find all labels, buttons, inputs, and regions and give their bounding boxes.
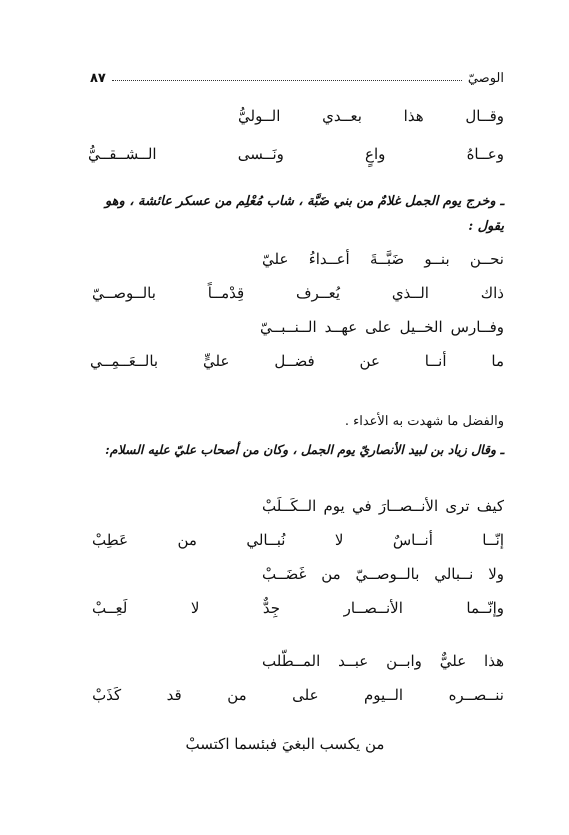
verse-word: بالــعَــمِــي xyxy=(90,352,159,370)
verse-line xyxy=(92,283,504,303)
verse-word: وفــارس xyxy=(450,318,504,336)
verse-word: أنــاسٌ xyxy=(392,531,433,549)
verse-line xyxy=(238,106,504,126)
verse-word: الــيوم xyxy=(364,686,404,704)
verse-word: قِدْمــاً xyxy=(207,284,245,302)
verse-word: أعــداءُ xyxy=(308,250,350,268)
verse-word: نحــن xyxy=(469,250,504,268)
verse-line xyxy=(262,249,504,269)
verse-word: ونَــسى xyxy=(237,145,284,163)
verse-word: وقــال xyxy=(465,107,504,125)
header-title: الوصيّ xyxy=(467,71,504,86)
verse-word: عَطِبْ xyxy=(92,531,129,549)
verse-word: هذا xyxy=(403,107,424,125)
verse-word: أنــا xyxy=(424,352,447,370)
verse-word: كَذَبْ xyxy=(92,686,122,704)
verse-word: على xyxy=(292,686,319,704)
verse-word: ذاك xyxy=(480,284,504,302)
narrative-line: ـ وقال زياد بن لبيد الأنصاريّ يوم الجمل ، وكان من أصحاب عليّ عليه السلام: xyxy=(105,442,504,457)
verse-line xyxy=(92,598,504,618)
verse-word: الأنــصــار xyxy=(343,599,403,617)
verse-line xyxy=(262,496,504,516)
verse-word: الــشــقــيُّ xyxy=(88,145,157,163)
running-header xyxy=(90,66,504,86)
page-number: ٨٧ xyxy=(90,71,106,86)
verse-word: من xyxy=(227,686,247,704)
header-leader-dots xyxy=(112,79,462,81)
verse-word: على xyxy=(365,318,392,336)
verse-line xyxy=(262,564,504,584)
verse-word: بالــوصــيّ xyxy=(355,565,420,583)
verse-word: كيف xyxy=(476,497,504,515)
verse-word: الــكَــلَبْ xyxy=(262,497,317,515)
verse-word: الخــيل xyxy=(399,318,443,336)
verse-word: عليٌّ xyxy=(439,652,467,670)
verse-word: لا xyxy=(190,599,200,617)
verse-word: عليٍّ xyxy=(203,352,230,370)
verse-word: بالــوصــيّ xyxy=(92,284,156,302)
verse-line xyxy=(92,685,504,705)
verse-word: غَضَــبْ xyxy=(262,565,307,583)
verse-word: نُبــالي xyxy=(246,531,286,549)
verse-word: لَعِــبْ xyxy=(92,599,128,617)
verse-word: واعٍ xyxy=(365,145,386,163)
verse-word: عن xyxy=(359,352,380,370)
verse-word: وإنّــما xyxy=(466,599,504,617)
verse-word: المــطّلب xyxy=(262,652,321,670)
verse-word: يُعــرف xyxy=(295,284,340,302)
verse-word: فضــل xyxy=(274,352,315,370)
verse-word: بنــو xyxy=(424,250,450,268)
statement-line: والفضل ما شهدت به الأعداء . xyxy=(344,414,504,429)
verse-word: ضَبَّــةَ xyxy=(370,250,405,268)
verse-word: في xyxy=(351,497,372,515)
verse-word: عبــد xyxy=(338,652,369,670)
verse-word: من xyxy=(321,565,341,583)
verse-line xyxy=(88,144,504,164)
verse-word: الــوليُّ xyxy=(238,107,281,125)
verse-word: وعــاهُ xyxy=(466,145,504,163)
verse-word: جِدٌّ xyxy=(262,599,281,617)
verse-word: ولا xyxy=(488,565,504,583)
verse-line xyxy=(262,651,504,671)
verse-line xyxy=(90,351,504,371)
verse-word: هذا xyxy=(484,652,504,670)
verse-word: يوم xyxy=(323,497,345,515)
narrative-line: يقول : xyxy=(468,219,504,234)
verse-word: الــنــبــيّ xyxy=(260,318,317,336)
narrative-line: ـ وخرج يوم الجمل غلامٌ من بني ضَبَّة ، شاب مُعْلِم من عسكر عائشة ، وهو xyxy=(104,194,504,209)
verse-word: ما xyxy=(491,352,504,370)
verse-word: نــبالي xyxy=(434,565,474,583)
verse-word: بعــدي xyxy=(322,107,362,125)
verse-word: من xyxy=(177,531,197,549)
verse-word: إنّــا xyxy=(482,531,504,549)
verse-line xyxy=(260,317,504,337)
verse-word: وابــن xyxy=(386,652,422,670)
verse-line xyxy=(92,530,504,550)
verse-word: الــذي xyxy=(391,284,429,302)
verse-word: ترى xyxy=(445,497,470,515)
verse-word: الأنــصــارَ xyxy=(378,497,439,515)
verse-word: عليّ xyxy=(262,250,289,268)
closing-line: من يكسب البغيَ فبئسما اكتسبْ xyxy=(185,735,385,753)
verse-word: ننــصــره xyxy=(448,686,504,704)
verse-word: لا xyxy=(334,531,344,549)
verse-word: قد xyxy=(166,686,182,704)
verse-word: عهــد xyxy=(324,318,358,336)
